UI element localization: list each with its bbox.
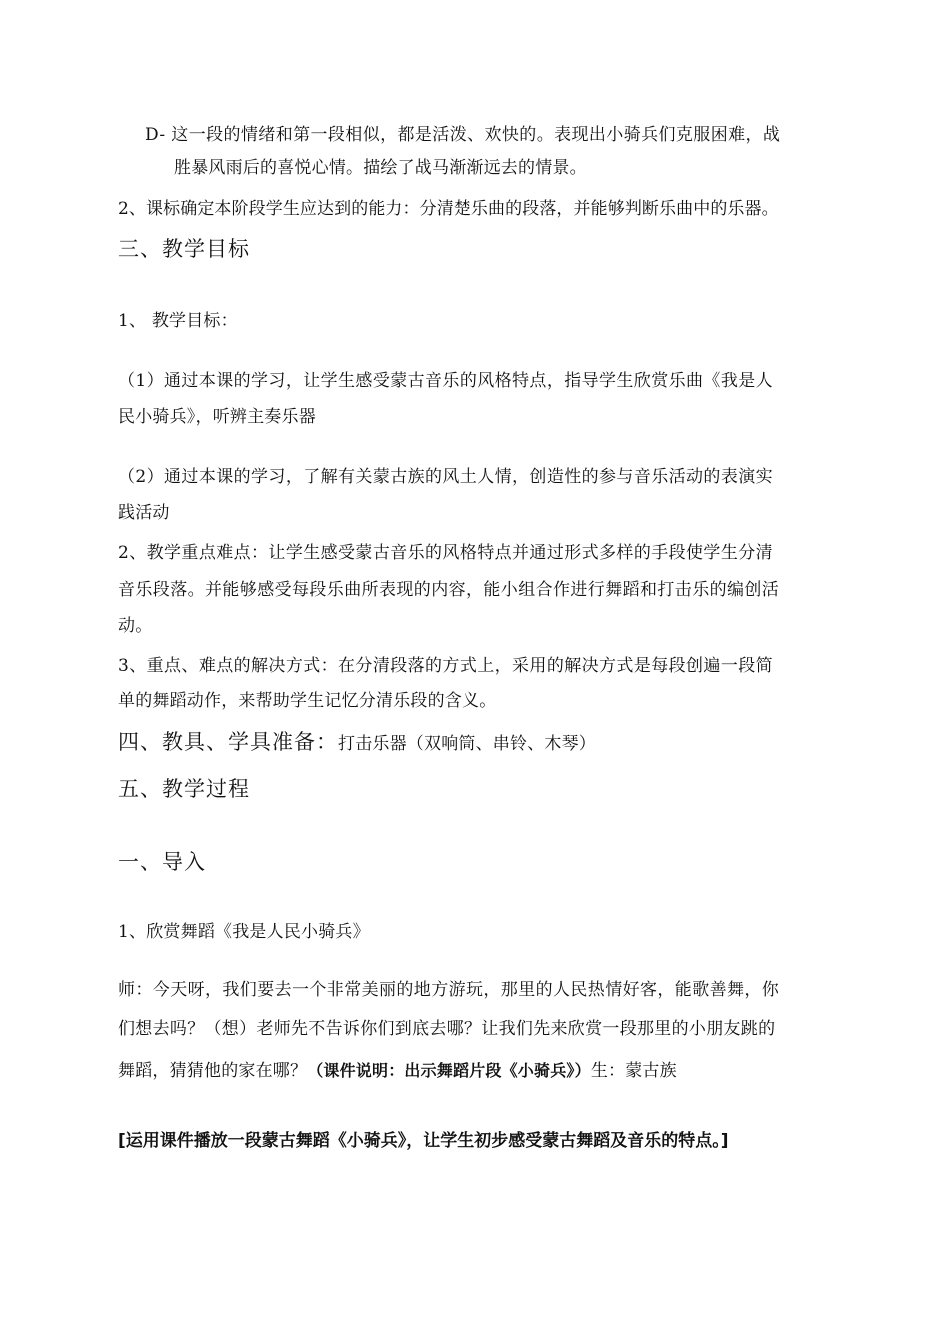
section-heading-materials xyxy=(118,726,596,756)
item-1-teaching-goals: 1、 教学目标： xyxy=(118,311,238,331)
courseware-note: （课件说明：出示舞蹈片段《小骑兵》） xyxy=(307,1061,591,1080)
key-points-line1: 2、教学重点难点：让学生感受蒙古音乐的风格特点并通过形式多样的手段使学生分清 xyxy=(118,543,774,563)
item-1-dance: 1、欣赏舞蹈《我是人民小骑兵》 xyxy=(118,922,370,942)
goal-1-line2: 民小骑兵》，听辨主奏乐器 xyxy=(118,407,316,427)
goal-1-line1: （1）通过本课的学习，让学生感受蒙古音乐的风格特点，指导学生欣赏乐曲《我是人 xyxy=(118,371,774,391)
teacher-line1: 师：今天呀，我们要去一个非常美丽的地方游玩，那里的人民热情好客，能歌善舞，你 xyxy=(118,980,780,1000)
paragraph-d-line1: D- 这一段的情绪和第一段相似，都是活泼、欢快的。表现出小骑兵们克服困难，战 xyxy=(145,125,781,145)
teacher-question: 舞蹈，猜猜他的家在哪？ xyxy=(118,1061,308,1081)
paragraph-2-ability: 2、课标确定本阶段学生应达到的能力：分清楚乐曲的段落，并能够判断乐曲中的乐器。 xyxy=(118,199,779,219)
materials-text: 打击乐器（双响筒、串铃、木琴） xyxy=(338,734,596,754)
solution-line1: 3、重点、难点的解决方式：在分清段落的方式上，采用的解决方式是每段创遍一段简 xyxy=(118,656,774,676)
solution-line2: 单的舞蹈动作，来帮助学生记忆分清乐段的含义。 xyxy=(118,691,497,711)
key-points-line3: 动。 xyxy=(118,616,153,636)
teacher-line3 xyxy=(118,1056,677,1081)
materials-heading: 四、教具、学具准备： xyxy=(118,730,338,754)
section-heading-teaching-goals: 三、教学目标 xyxy=(118,237,250,261)
paragraph-d-line2: 胜暴风雨后的喜悦心情。描绘了战马渐渐远去的情景。 xyxy=(174,158,587,178)
goal-2-line1: （2）通过本课的学习，了解有关蒙古族的风土人情，创造性的参与音乐活动的表演实 xyxy=(118,467,774,487)
goal-2-line2: 践活动 xyxy=(118,503,170,523)
student-answer: 生：蒙古族 xyxy=(590,1061,677,1081)
section-heading-process: 五、教学过程 xyxy=(118,777,250,801)
key-points-line2: 音乐段落。并能够感受每段乐曲所表现的内容，能小组合作进行舞蹈和打击乐的编创活 xyxy=(118,580,780,600)
bracket-note: [运用课件播放一段蒙古舞蹈《小骑兵》，让学生初步感受蒙古舞蹈及音乐的特点。] xyxy=(118,1131,729,1151)
teacher-line2: 们想去吗？（想）老师先不告诉你们到底去哪？让我们先来欣赏一段那里的小朋友跳的 xyxy=(118,1019,776,1039)
subheading-introduction: 一、导入 xyxy=(118,850,206,874)
